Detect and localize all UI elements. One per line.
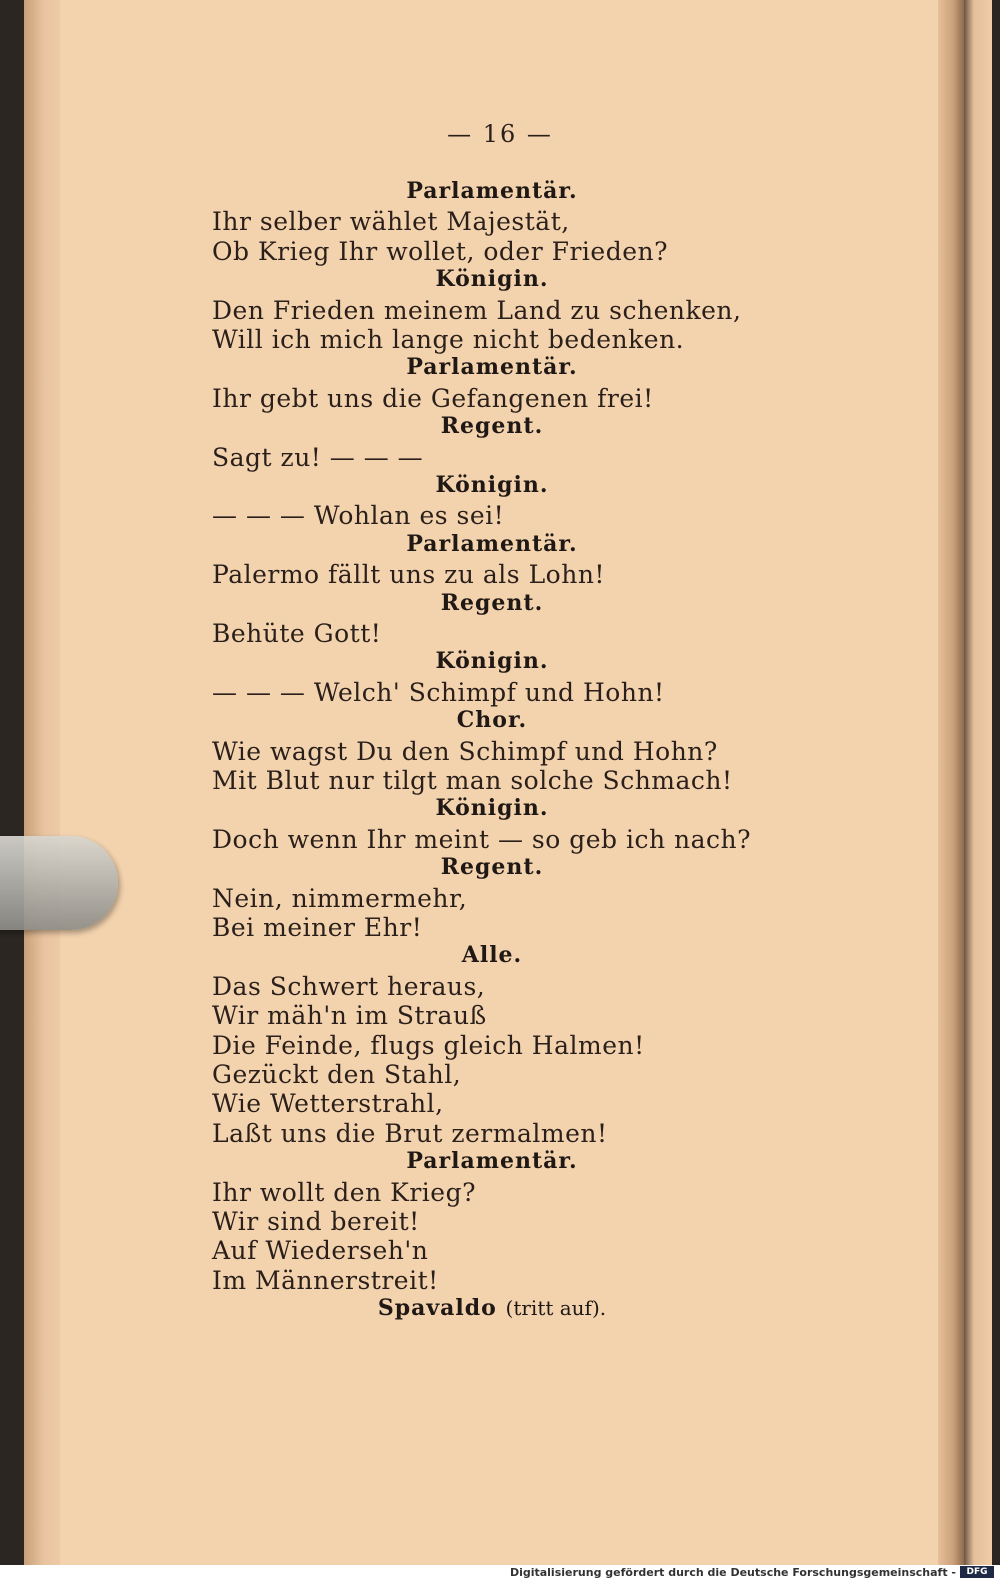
speaker-name (212, 531, 772, 557)
verse-line: Nein, nimmermehr, (212, 883, 468, 913)
page-clip (0, 836, 118, 930)
speaker-label: Alle. (461, 942, 523, 969)
verse-line: Die Feinde, flugs gleich Halmen! (212, 1030, 645, 1060)
speaker-name (212, 413, 772, 439)
verse-line: Laßt uns die Brut zermalmen! (212, 1118, 608, 1148)
verse-line: — — — Welch' Schimpf und Hohn! (212, 677, 665, 707)
speaker-label: Regent. (440, 589, 544, 616)
speaker-label: Regent. (440, 854, 544, 881)
verse-line: Ob Krieg Ihr wollet, oder Frieden? (212, 236, 669, 266)
speaker-name (212, 590, 772, 616)
speaker-name (212, 472, 772, 498)
speaker-label: Spavaldo (377, 1295, 497, 1322)
speaker-label: Regent. (440, 413, 544, 440)
speaker-label: Parlamentär. (406, 354, 578, 381)
verse-line: Wie wagst Du den Schimpf und Hohn? (212, 736, 718, 766)
stage-direction: (tritt auf). (505, 1296, 607, 1321)
speaker-name (212, 1148, 772, 1174)
speaker-label: Parlamentär. (406, 178, 578, 204)
speaker-name (212, 648, 772, 674)
verse-line: Das Schwert heraus, (212, 971, 486, 1001)
speaker-label: Königin. (435, 795, 549, 822)
verse-line: Behüte Gott! (212, 619, 382, 648)
verse-line: Wir sind bereit! (212, 1207, 420, 1236)
next-page-edge (964, 0, 992, 1565)
speaker-name (212, 354, 772, 380)
speaker-label: Königin. (435, 266, 549, 293)
verse-line: Doch wenn Ihr meint — so geb ich nach? (212, 824, 752, 854)
speaker-label: Königin. (435, 648, 549, 675)
verse-line: Mit Blut nur tilgt man solche Schmach! (212, 766, 733, 795)
verse-line: Ihr gebt uns die Gefangenen frei! (212, 383, 654, 413)
page-gutter-shadow (938, 0, 964, 1565)
verse-line: Palermo fällt uns zu als Lohn! (212, 560, 605, 590)
page-number: — 16 — (447, 120, 553, 148)
speaker-name (212, 795, 772, 821)
speaker-name (212, 854, 772, 880)
verse-line: Den Frieden meinem Land zu schenken, (212, 295, 742, 325)
speaker-label: Königin. (435, 472, 549, 498)
speaker-label: Parlamentär. (406, 530, 578, 557)
verse-line: Sagt zu! — — — (212, 442, 424, 472)
speaker-name (212, 266, 772, 292)
speaker-name (212, 942, 772, 968)
verse-line: Ihr selber wählet Majestät, (212, 207, 570, 237)
verse-line: Wie Wetterstrahl, (212, 1089, 444, 1119)
verse-line: Will ich mich lange nicht bedenken. (212, 325, 685, 354)
verse-line: Ihr wollt den Krieg? (212, 1177, 476, 1207)
verse-line: — — — Wohlan es sei! (212, 501, 505, 531)
speaker-name (212, 1295, 772, 1321)
speaker-label: Parlamentär. (406, 1148, 578, 1175)
verse-line: Auf Wiederseh'n (212, 1236, 429, 1266)
verse-line: Im Männerstreit! (212, 1265, 439, 1295)
funding-credit: Digitalisierung gefördert durch die Deutsche Forschungsgemeinschaft - (509, 1566, 956, 1579)
verse-line: Bei meiner Ehr! (212, 913, 423, 942)
speaker-label: Chor. (456, 707, 528, 734)
speaker-name (212, 707, 772, 733)
verse-line: Gezückt den Stahl, (212, 1060, 462, 1089)
dfg-logo: DFG (960, 1566, 994, 1578)
verse-line: Wir mäh'n im Strauß (212, 1001, 487, 1031)
speaker-name (212, 178, 772, 204)
